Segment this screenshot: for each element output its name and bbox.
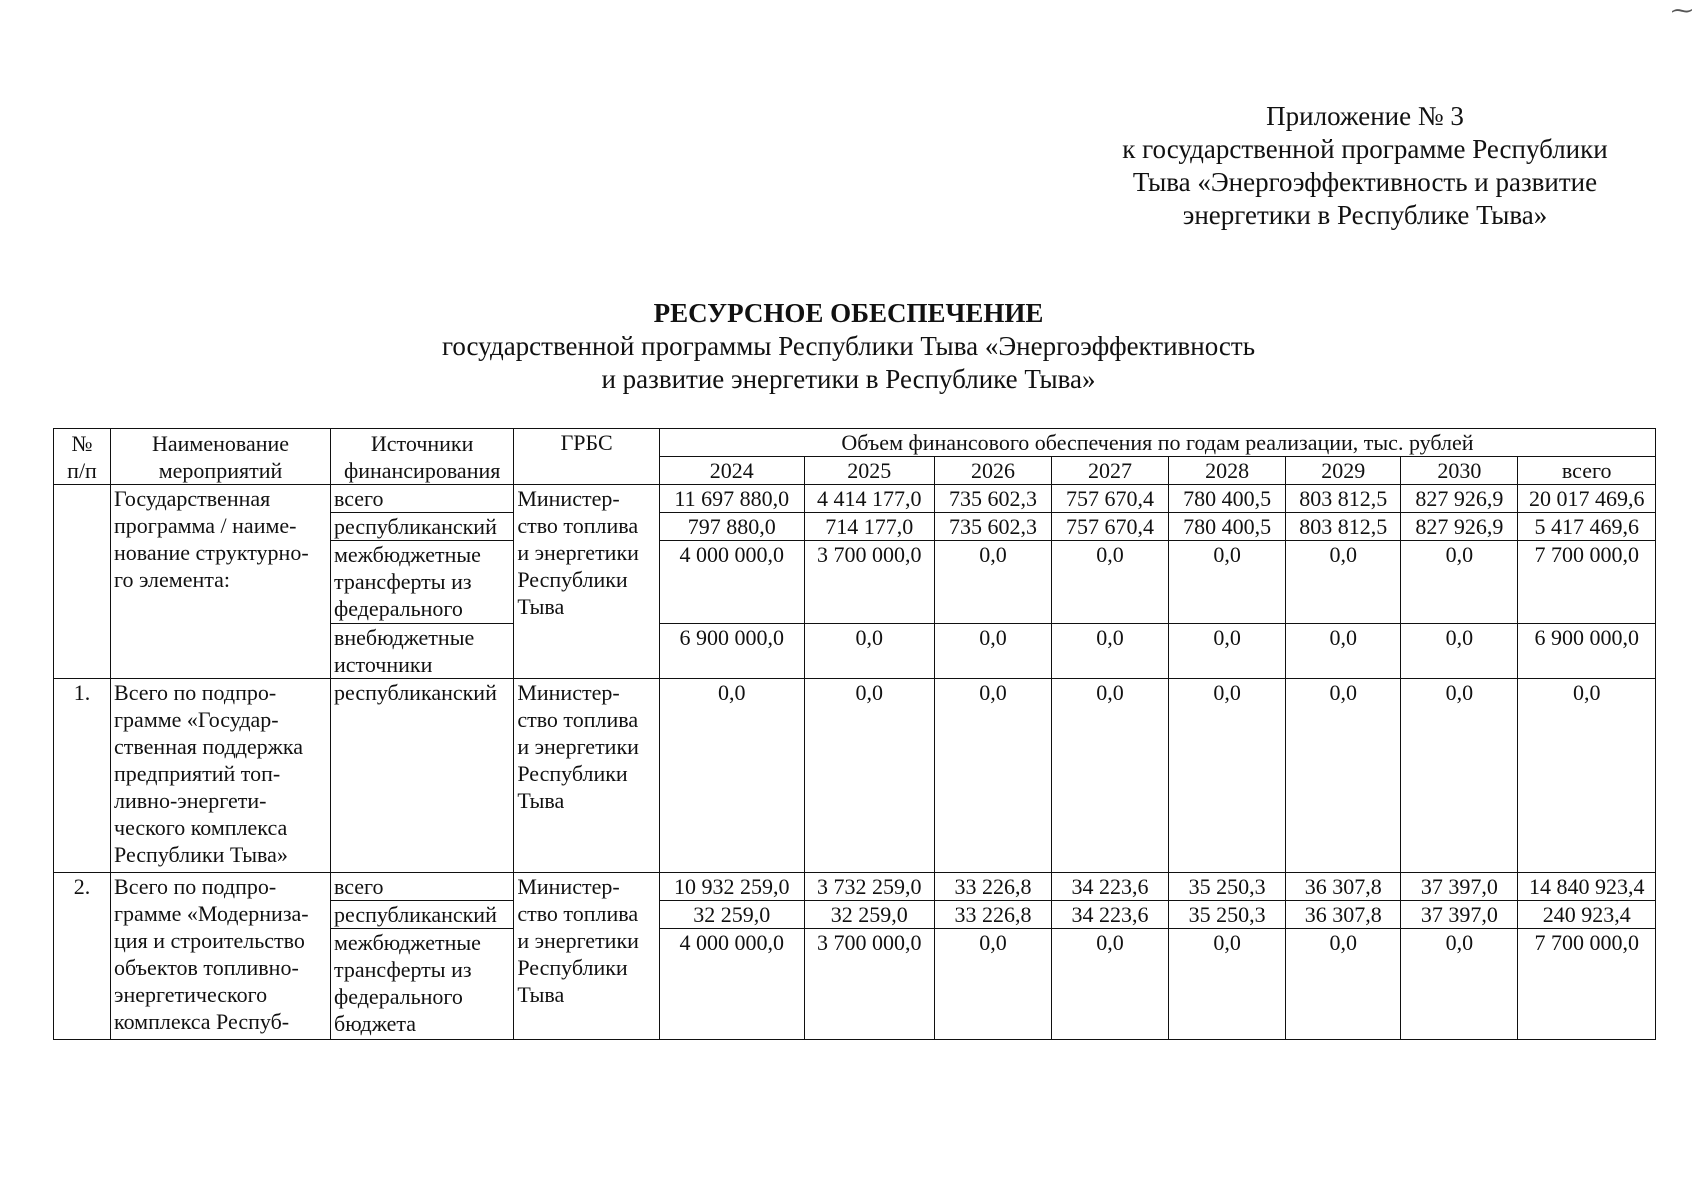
grbs-line: и энергетики	[517, 928, 639, 953]
value-cell: 3 700 000,0	[804, 929, 934, 1040]
value-cell: 36 307,8	[1286, 873, 1401, 901]
grbs-line: Министер-	[517, 874, 620, 899]
value-cell: 827 926,9	[1401, 485, 1518, 513]
col-header-source	[331, 429, 514, 485]
document-heading	[0, 296, 1697, 396]
table-row	[54, 679, 1656, 873]
value-cell-total: 6 900 000,0	[1518, 624, 1656, 679]
value-cell: 0,0	[1401, 929, 1518, 1040]
col-header-year: 2030	[1401, 457, 1518, 485]
col-header-name-line: Наименование	[151, 430, 290, 456]
measure-name-line: Всего по подпро-	[114, 680, 277, 705]
value-cell-total: 7 700 000,0	[1518, 541, 1656, 624]
measure-name-line: объектов топливно-	[114, 955, 299, 980]
annex-line: к государственной программе Республики	[1122, 134, 1608, 164]
value-cell: 37 397,0	[1401, 901, 1518, 929]
annex-line: энергетики в Республике Тыва»	[1182, 200, 1548, 230]
value-cell: 0,0	[1169, 929, 1286, 1040]
annex-line: Тыва «Энергоэффективность и развитие	[1132, 167, 1598, 197]
value-cell: 0,0	[1286, 929, 1401, 1040]
grbs-line: Республики	[517, 567, 628, 592]
value-cell: 36 307,8	[1286, 901, 1401, 929]
value-cell: 0,0	[804, 679, 934, 873]
measure-name-line: энергетического	[114, 982, 268, 1007]
value-cell: 4 000 000,0	[659, 929, 804, 1040]
measure-name-line: ция и строительство	[114, 928, 305, 953]
value-cell: 33 226,8	[934, 901, 1051, 929]
funding-source-line: источники	[334, 652, 433, 677]
measure-name-line: программа / наиме-	[114, 513, 297, 538]
funding-source-line: внебюджетные	[334, 625, 475, 650]
measure-name-line: нование структурно-	[114, 540, 309, 565]
value-cell: 0,0	[1169, 624, 1286, 679]
value-cell: 11 697 880,0	[659, 485, 804, 513]
table-row	[54, 873, 1656, 901]
funding-source: республиканский	[331, 901, 514, 929]
grbs-line: и энергетики	[517, 734, 639, 759]
value-cell: 32 259,0	[804, 901, 934, 929]
value-cell: 803 812,5	[1286, 485, 1401, 513]
measure-name-line: ливно-энергети-	[114, 788, 267, 813]
row-number: 1.	[54, 679, 111, 873]
value-cell: 757 670,4	[1052, 485, 1169, 513]
col-header-source-line: Источники	[370, 430, 474, 456]
funding-source-line: бюджета	[334, 1011, 417, 1036]
value-cell: 0,0	[1169, 541, 1286, 624]
value-cell: 735 602,3	[934, 513, 1051, 541]
value-cell: 0,0	[804, 624, 934, 679]
value-cell-total: 7 700 000,0	[1518, 929, 1656, 1040]
grbs-line: Тыва	[517, 982, 565, 1007]
col-header-total: всего	[1518, 457, 1656, 485]
grbs-line: Министер-	[517, 486, 620, 511]
col-header-number-line: п/п	[67, 457, 97, 483]
value-cell: 714 177,0	[804, 513, 934, 541]
value-cell: 0,0	[1052, 679, 1169, 873]
value-cell-total: 20 017 469,6	[1518, 485, 1656, 513]
document-title: РЕСУРСНОЕ ОБЕСПЕЧЕНИЕ	[653, 298, 1044, 328]
grbs-line: ство топлива	[517, 513, 639, 538]
value-cell: 35 250,3	[1169, 873, 1286, 901]
value-cell: 797 880,0	[659, 513, 804, 541]
col-header-grbs: ГРБС	[514, 429, 660, 485]
grbs-line: Тыва	[517, 788, 565, 813]
value-cell: 0,0	[934, 679, 1051, 873]
value-cell: 0,0	[1401, 679, 1518, 873]
measure-name-line: Всего по подпро-	[114, 874, 277, 899]
measure-name-line: ственная поддержка	[114, 734, 303, 759]
col-header-year: 2024	[659, 457, 804, 485]
value-cell: 3 732 259,0	[804, 873, 934, 901]
value-cell: 803 812,5	[1286, 513, 1401, 541]
funding-source: всего	[331, 873, 514, 901]
value-cell: 0,0	[1401, 624, 1518, 679]
annex-line: Приложение № 3	[1266, 101, 1464, 131]
col-header-year: 2029	[1286, 457, 1401, 485]
funding-source-line: трансферты из	[334, 957, 472, 982]
value-cell: 34 223,6	[1052, 901, 1169, 929]
funding-source: республиканский	[331, 679, 514, 873]
value-cell: 0,0	[1052, 929, 1169, 1040]
grbs-line: ство топлива	[517, 707, 639, 732]
funding-source-line: федерального	[334, 596, 463, 621]
value-cell: 0,0	[1169, 679, 1286, 873]
value-cell: 0,0	[1052, 541, 1169, 624]
row-number: 2.	[54, 873, 111, 1040]
funding-source-line: трансферты из	[334, 569, 472, 594]
value-cell-total: 240 923,4	[1518, 901, 1656, 929]
col-header-source-line: финансирования	[343, 457, 501, 483]
measure-name-line: ческого комплекса	[114, 815, 288, 840]
funding-source: всего	[331, 485, 514, 513]
measure-name-line: грамме «Государ-	[114, 707, 279, 732]
value-cell-total: 5 417 469,6	[1518, 513, 1656, 541]
value-cell: 34 223,6	[1052, 873, 1169, 901]
value-cell: 780 400,5	[1169, 485, 1286, 513]
value-cell: 37 397,0	[1401, 873, 1518, 901]
value-cell: 757 670,4	[1052, 513, 1169, 541]
funding-source	[331, 541, 514, 624]
document-subtitle-line: государственной программы Республики Тыва «Энергоэффективность	[441, 331, 1256, 361]
grbs-line: Республики	[517, 955, 628, 980]
grbs-cell	[514, 485, 660, 679]
col-header-number	[54, 429, 111, 485]
funding-source	[331, 929, 514, 1040]
value-cell: 33 226,8	[934, 873, 1051, 901]
measure-name-line: комплекса Респуб-	[114, 1009, 290, 1034]
value-cell: 0,0	[934, 929, 1051, 1040]
funding-source-line: федерального	[334, 984, 463, 1009]
value-cell: 780 400,5	[1169, 513, 1286, 541]
value-cell: 0,0	[1286, 624, 1401, 679]
grbs-cell	[514, 873, 660, 1040]
scan-edge-mark: ⁓	[1671, 0, 1693, 23]
col-header-year: 2027	[1052, 457, 1169, 485]
col-header-year: 2026	[934, 457, 1051, 485]
value-cell: 6 900 000,0	[659, 624, 804, 679]
funding-source: республиканский	[331, 513, 514, 541]
measure-name	[111, 679, 331, 873]
measure-name	[111, 485, 331, 679]
annex-note	[1080, 100, 1650, 232]
value-cell: 0,0	[1286, 541, 1401, 624]
value-cell: 0,0	[1052, 624, 1169, 679]
value-cell: 0,0	[1401, 541, 1518, 624]
funding-source-line: межбюджетные	[334, 930, 481, 955]
grbs-line: Тыва	[517, 594, 565, 619]
document-subtitle-line: и развитие энергетики в Республике Тыва»	[601, 364, 1096, 394]
value-cell: 0,0	[934, 541, 1051, 624]
value-cell: 735 602,3	[934, 485, 1051, 513]
value-cell: 0,0	[659, 679, 804, 873]
value-cell-total: 14 840 923,4	[1518, 873, 1656, 901]
grbs-line: и энергетики	[517, 540, 639, 565]
value-cell-total: 0,0	[1518, 679, 1656, 873]
grbs-line: ство топлива	[517, 901, 639, 926]
funding-source	[331, 624, 514, 679]
col-header-name	[111, 429, 331, 485]
measure-name-line: Государственная	[114, 486, 271, 511]
measure-name-line: предприятий топ-	[114, 761, 281, 786]
table-row	[54, 485, 1656, 513]
value-cell: 4 414 177,0	[804, 485, 934, 513]
col-header-name-line: мероприятий	[158, 457, 283, 483]
grbs-line: Республики	[517, 761, 628, 786]
col-header-number-line: №	[71, 430, 93, 456]
resource-table	[53, 428, 1656, 1040]
value-cell: 35 250,3	[1169, 901, 1286, 929]
measure-name-line: го элемента:	[114, 567, 231, 592]
value-cell: 0,0	[1286, 679, 1401, 873]
grbs-line: Министер-	[517, 680, 620, 705]
measure-name	[111, 873, 331, 1040]
measure-name-line: Республики Тыва»	[114, 842, 288, 867]
measure-name-line: грамме «Модерниза-	[114, 901, 309, 926]
col-header-year: 2028	[1169, 457, 1286, 485]
value-cell: 10 932 259,0	[659, 873, 804, 901]
grbs-cell	[514, 679, 660, 873]
col-header-year: 2025	[804, 457, 934, 485]
value-cell: 3 700 000,0	[804, 541, 934, 624]
value-cell: 827 926,9	[1401, 513, 1518, 541]
row-number	[54, 485, 111, 679]
value-cell: 32 259,0	[659, 901, 804, 929]
value-cell: 0,0	[934, 624, 1051, 679]
funding-source-line: межбюджетные	[334, 542, 481, 567]
col-header-volume: Объем финансового обеспечения по годам реализации, тыс. рублей	[659, 429, 1655, 457]
value-cell: 4 000 000,0	[659, 541, 804, 624]
